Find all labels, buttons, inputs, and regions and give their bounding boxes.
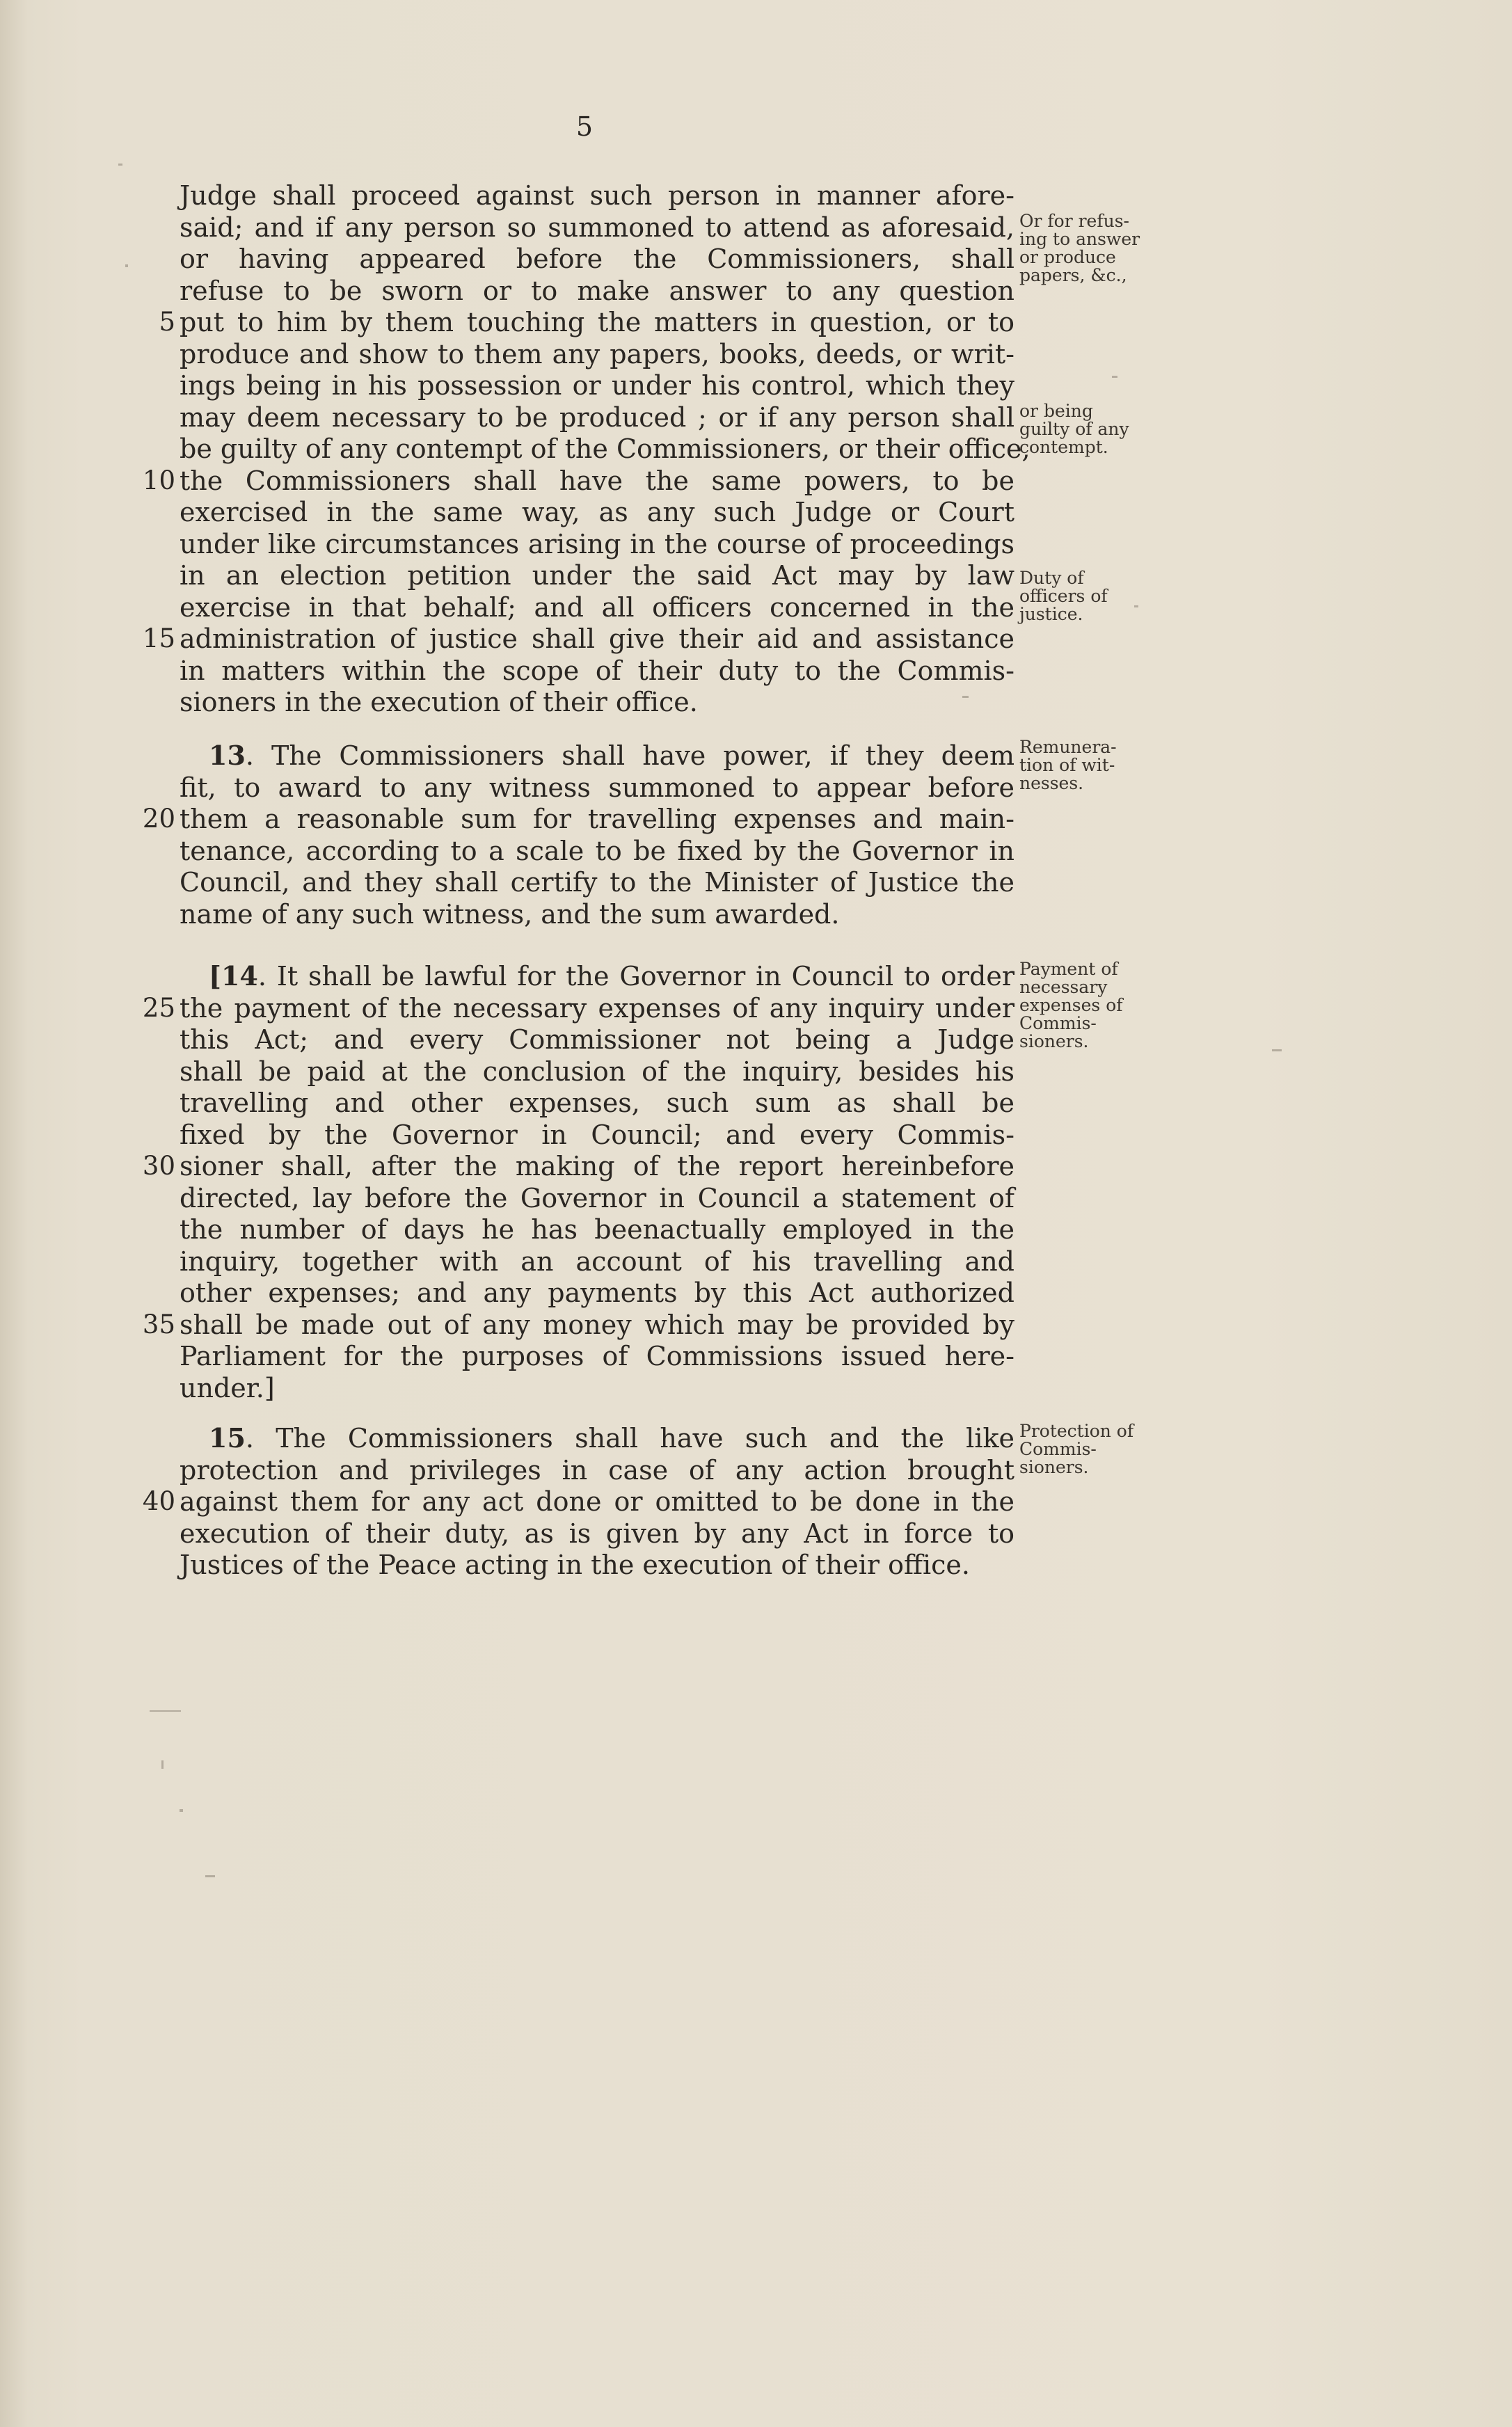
section-text: . The Commissioners shall have power, if they deem — [245, 740, 1014, 771]
line-number: 5 — [159, 307, 175, 337]
text-line — [0, 465, 1512, 497]
text-line — [0, 180, 1512, 212]
line-text: tenance, according to a scale to be fixed by the Governor in — [180, 835, 1014, 866]
line-number: 30 — [142, 1151, 175, 1181]
text-line — [0, 1518, 1512, 1550]
text-line — [0, 960, 1512, 992]
text-line — [0, 496, 1512, 528]
line-text: shall be made out of any money which may be provided by — [180, 1309, 1014, 1340]
line-text: other expenses; and any payments by this Act authorized — [180, 1278, 1014, 1308]
text-line — [0, 686, 1512, 718]
line-text: Judge shall proceed against such person in manner afore- — [180, 180, 1014, 211]
text-line — [0, 591, 1512, 623]
line-number: 20 — [142, 804, 175, 834]
line-text: fit, to award to any witness summoned to appear before — [180, 772, 1014, 803]
margin-note-line: necessary — [1019, 977, 1108, 997]
scan-speck — [150, 1710, 181, 1712]
margin-note-refusing — [1019, 212, 1179, 285]
line-text: Parliament for the purposes of Commissions issued here- — [180, 1341, 1014, 1371]
section-number: [14 — [209, 960, 258, 992]
line-number: 15 — [142, 623, 175, 653]
line-text: exercised in the same way, as any such Judge or Court — [180, 497, 1014, 527]
scan-speck — [161, 1760, 164, 1769]
text-line — [0, 1277, 1512, 1309]
margin-note-line: nesses. — [1019, 773, 1084, 793]
line-text: the Commissioners shall have the same powers, to be — [180, 465, 1014, 496]
margin-note-line: sioners. — [1019, 1457, 1089, 1477]
scan-speck — [1272, 1049, 1282, 1051]
margin-note-payment — [1019, 960, 1179, 1051]
text-line — [0, 1214, 1512, 1246]
line-text: in an election petition under the said Act may by law — [180, 560, 1014, 591]
text-line — [0, 338, 1512, 370]
text-line — [0, 1340, 1512, 1372]
line-text: directed, lay before the Governor in Council a statement of — [180, 1182, 1014, 1214]
text-line — [0, 1182, 1512, 1214]
line-text: Council, and they shall certify to the Minister of Justice the — [180, 867, 1014, 898]
line-number: 35 — [142, 1309, 175, 1339]
line-text: exercise in that behalf; and all officers concerned in the — [180, 591, 1014, 623]
line-text: under.] — [180, 1372, 275, 1403]
line-text: Justices of the Peace acting in the execution of their office. — [180, 1550, 970, 1580]
text-line — [0, 306, 1512, 338]
margin-note-line: tion of wit- — [1019, 755, 1115, 775]
line-text: the number of days he has beenactually employed in the — [180, 1214, 1014, 1245]
text-line — [0, 866, 1512, 898]
section-number: 15 — [209, 1422, 246, 1454]
margin-note-line: contempt. — [1019, 437, 1108, 457]
line-number: 40 — [142, 1486, 175, 1516]
margin-note-line: or being — [1019, 401, 1093, 421]
text-line — [0, 1309, 1512, 1341]
margin-note-line: officers of — [1019, 586, 1108, 606]
scan-speck — [180, 1809, 183, 1812]
line-text: or having appeared before the Commissioners, shall — [180, 244, 1014, 274]
line-text: sioners in the execution of their office. — [180, 687, 698, 717]
margin-note-line: expenses of — [1019, 995, 1123, 1015]
line-text: name of any such witness, and the sum awarded. — [180, 898, 840, 930]
text-line — [0, 1087, 1512, 1119]
line-text: execution of their duty, as is given by any Act in force to — [180, 1518, 1014, 1549]
line-number: 25 — [142, 992, 175, 1023]
text-line — [0, 1486, 1512, 1518]
scan-speck — [205, 1875, 215, 1877]
scan-speck — [125, 264, 128, 267]
margin-note-line: sioners. — [1019, 1031, 1089, 1051]
scan-speck — [962, 696, 969, 698]
page-number: 5 — [575, 111, 594, 142]
text-line — [0, 275, 1512, 307]
margin-note-line: Duty of — [1019, 568, 1084, 588]
line-text: them a reasonable sum for travelling expenses and main- — [180, 804, 1014, 834]
line-text: refuse to be sworn or to make answer to any question — [180, 275, 1014, 306]
margin-note-line: justice. — [1019, 604, 1083, 624]
margin-note-line: or produce — [1019, 247, 1116, 267]
margin-note-contempt — [1019, 402, 1179, 456]
line-text: ings being in his possession or under his control, which they — [180, 370, 1014, 401]
text-line — [0, 772, 1512, 804]
scan-speck — [118, 164, 122, 166]
text-line — [0, 559, 1512, 591]
line-number: 10 — [142, 465, 175, 495]
text-line — [0, 1150, 1512, 1182]
scan-speck — [1112, 376, 1117, 378]
text-line — [0, 1246, 1512, 1278]
margin-note-protection — [1019, 1422, 1179, 1477]
margin-note-line: Commis- — [1019, 1013, 1097, 1033]
line-text — [209, 740, 1014, 772]
text-line — [0, 243, 1512, 275]
text-line — [0, 623, 1512, 655]
text-line — [0, 528, 1512, 560]
margin-note-line: Commis- — [1019, 1439, 1097, 1459]
line-text — [209, 1422, 1014, 1454]
text-line — [0, 992, 1512, 1024]
text-line — [0, 1056, 1512, 1088]
line-text: this Act; and every Commissioner not being a Judge — [180, 1024, 1014, 1055]
line-text: shall be paid at the conclusion of the inquiry, besides his — [180, 1056, 1014, 1087]
margin-note-line: ing to answer — [1019, 229, 1140, 249]
line-text: the payment of the necessary expenses of any inquiry under — [180, 992, 1014, 1024]
text-line — [0, 1119, 1512, 1151]
line-text: protection and privileges in case of any action brought — [180, 1454, 1014, 1486]
line-text: inquiry, together with an account of his travelling and — [180, 1246, 1014, 1277]
line-text: be guilty of any contempt of the Commissioners, or their office, — [180, 433, 1030, 464]
section-text: . The Commissioners shall have such and the like — [245, 1423, 1014, 1454]
margin-note-line: Payment of — [1019, 959, 1118, 979]
section-number: 13 — [209, 740, 246, 771]
section-text: . It shall be lawful for the Governor in Council to order — [257, 961, 1014, 992]
line-text: in matters within the scope of their duty to the Commis- — [180, 655, 1014, 686]
line-text: fixed by the Governor in Council; and every Commis- — [180, 1119, 1014, 1150]
text-line — [0, 369, 1512, 401]
line-text — [209, 960, 1014, 992]
line-text: under like circumstances arising in the course of proceedings — [180, 528, 1014, 559]
text-line — [0, 898, 1512, 930]
margin-note-duty — [1019, 569, 1179, 623]
text-line — [0, 401, 1512, 433]
scan-speck — [1134, 605, 1138, 607]
text-line — [0, 1422, 1512, 1454]
line-text: said; and if any person so summoned to attend as aforesaid, — [180, 212, 1014, 243]
line-text: administration of justice shall give their aid and assistance — [180, 623, 1014, 654]
text-line — [0, 835, 1512, 867]
text-line — [0, 433, 1512, 465]
text-line — [0, 212, 1512, 244]
margin-note-line: Or for refus- — [1019, 211, 1129, 231]
line-text: travelling and other expenses, such sum as shall be — [180, 1088, 1014, 1118]
margin-note-remuneration — [1019, 738, 1179, 793]
line-text: sioner shall, after the making of the report hereinbefore — [180, 1151, 1014, 1181]
text-line — [0, 1549, 1512, 1581]
text-line — [0, 655, 1512, 687]
text-line — [0, 1024, 1512, 1056]
text-line — [0, 737, 1512, 775]
line-text: against them for any act done or omitted to be done in the — [180, 1486, 1014, 1517]
line-text: put to him by them touching the matters in question, or to — [180, 307, 1014, 337]
text-line — [0, 1454, 1512, 1486]
margin-note-line: Remunera- — [1019, 737, 1117, 757]
margin-note-line: papers, &c., — [1019, 265, 1127, 285]
text-line — [0, 1372, 1512, 1404]
margin-note-line: guilty of any — [1019, 419, 1129, 439]
line-text: may deem necessary to be produced ; or if any person shall — [180, 401, 1014, 433]
line-text: produce and show to them any papers, books, deeds, or writ- — [180, 338, 1014, 369]
margin-note-line: Protection of — [1019, 1421, 1134, 1441]
text-line — [0, 803, 1512, 835]
